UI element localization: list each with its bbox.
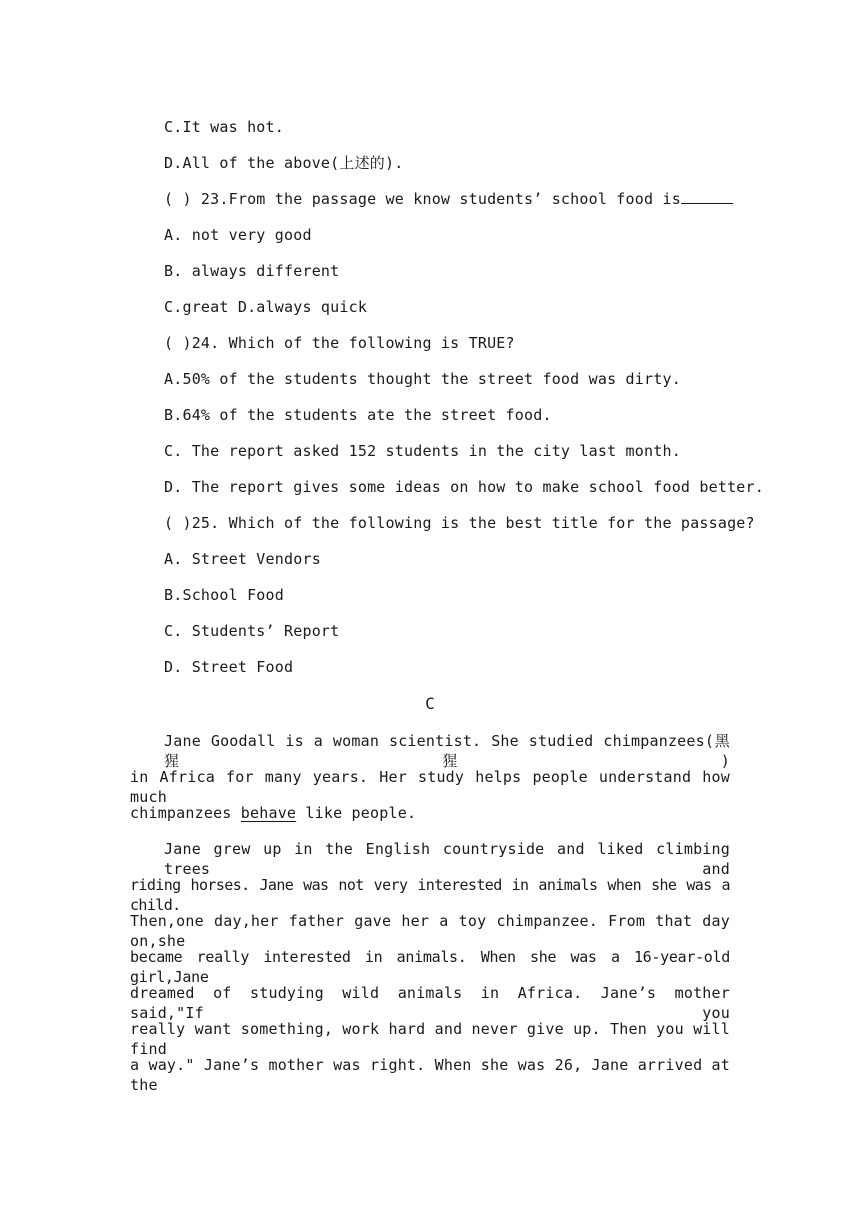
passage-c-p2-line6: really want something, work hard and never give up. Then you will find bbox=[130, 1020, 730, 1058]
q24-option-b: B.64% of the students ate the street food. bbox=[164, 406, 552, 424]
passage-c-p1-line1: Jane Goodall is a woman scientist. She studied chimpanzees(黑猩猩) bbox=[164, 732, 730, 770]
underlined-word-behave: behave bbox=[240, 804, 297, 822]
q23-stem bbox=[164, 189, 733, 209]
section-heading-c: C bbox=[425, 694, 435, 713]
passage-c-p2-line2: riding horses. Jane was not very interested in animals when she was a child. bbox=[130, 876, 730, 914]
passage-c-p2-line1: Jane grew up in the English countryside and liked climbing trees and bbox=[164, 840, 730, 878]
passage-c-p2-line4: became really interested in animals. When she was a 16-year-old girl,Jane bbox=[130, 948, 730, 986]
q24-stem: ( )24. Which of the following is TRUE? bbox=[164, 334, 515, 352]
p1-line3-after: like people. bbox=[296, 804, 417, 822]
q25-option-a: A. Street Vendors bbox=[164, 550, 321, 568]
passage-c-p2-line5: dreamed of studying wild animals in Africa. Jane’s mother said,"If you bbox=[130, 984, 730, 1022]
q25-option-d: D. Street Food bbox=[164, 658, 294, 676]
q23-stem-text: ( ) 23.From the passage we know students’ school food is bbox=[164, 190, 681, 208]
q22-option-c: C.It was hot. bbox=[164, 118, 284, 136]
q25-option-c: C. Students’ Report bbox=[164, 622, 340, 640]
q23-options-c-d: C.great D.always quick bbox=[164, 298, 368, 316]
passage-c-p2-line7: a way." Jane’s mother was right. When she was 26, Jane arrived at the bbox=[130, 1056, 730, 1094]
passage-c-p1-line3 bbox=[130, 803, 730, 823]
q24-option-d: D. The report gives some ideas on how to make school food better. bbox=[164, 478, 764, 496]
q23-option-b: B. always different bbox=[164, 262, 340, 280]
passage-c-p1-line2: in Africa for many years. Her study helps people understand how much bbox=[130, 768, 730, 806]
q22-option-d: D.All of the above(上述的). bbox=[164, 154, 404, 172]
passage-c-p2-line3: Then,one day,her father gave her a toy chimpanzee. From that day on,she bbox=[130, 912, 730, 950]
q25-option-b: B.School Food bbox=[164, 586, 284, 604]
q25-stem: ( )25. Which of the following is the best title for the passage? bbox=[164, 514, 755, 532]
p1-line3-before: chimpanzees bbox=[130, 804, 241, 822]
q23-option-a: A. not very good bbox=[164, 226, 312, 244]
answer-blank bbox=[681, 189, 733, 204]
q24-option-a: A.50% of the students thought the street food was dirty. bbox=[164, 370, 681, 388]
q24-option-c: C. The report asked 152 students in the city last month. bbox=[164, 442, 681, 460]
